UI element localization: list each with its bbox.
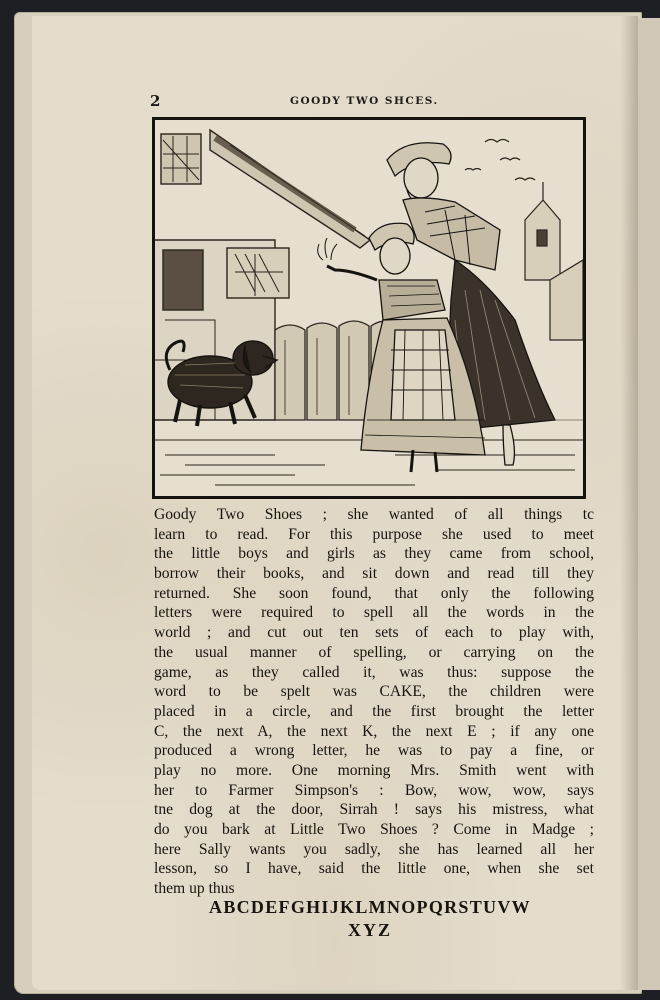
text-line: them up thus [154,880,235,898]
text-line: placed in a circle, and the first brought the letter [154,702,594,720]
text-line: do you bark at Little Two Shoes ? Come in Madge ; [154,821,594,838]
text-line: returned. She soon found, that only the following [154,584,594,602]
text-line: here Sally wants you sadly, she has learned all her [154,840,594,858]
text-line: tne dog at the door, Sirrah ! says his mistress, what [154,801,594,819]
woodcut-illustration [152,117,586,499]
text-line: lesson, so I have, said the little one, when she set [154,860,594,878]
text-line: game, as they called it, was thus: suppose the [154,663,594,681]
spine-shadow [620,16,638,990]
text-line: produced a wrong letter, he was to pay a fine, or [154,742,594,760]
page-header [150,92,590,112]
facing-page-edge [638,18,660,990]
page-number: 2 [150,92,161,110]
text-line: learn to read. For this purpose she used to meet [154,525,594,543]
text-line: the usual manner of spelling, or carrying on the [154,643,594,661]
alphabet-line-1: ABCDEFGHIJKLMNOPQRSTUVW [209,897,531,917]
text-line: letters were required to spell all the words in the [154,604,594,622]
text-line: the little boys and girls as they came from school, [154,545,594,563]
text-line: word to be spelt was CAKE, the children were [154,683,594,701]
alphabet-line-2: XYZ [347,920,392,940]
running-head: GOODY TWO SHCES. [290,95,439,107]
text-line: C, the next A, the next K, the next E ; if any one [154,722,594,740]
text-line: Goody Two Shoes ; she wanted of all things tc [154,506,594,523]
text-line: play no more. One morning Mrs. Smith went with [154,761,594,779]
woodcut-drawing [155,120,583,496]
body-text [154,505,594,899]
alphabet-display [154,897,586,941]
text-line: her to Farmer Simpson's : Bow, wow, wow, says [154,781,594,799]
text-line: borrow their books, and sit down and read till they [154,565,594,583]
text-line: world ; and cut out ten sets of each to play with, [154,624,594,642]
